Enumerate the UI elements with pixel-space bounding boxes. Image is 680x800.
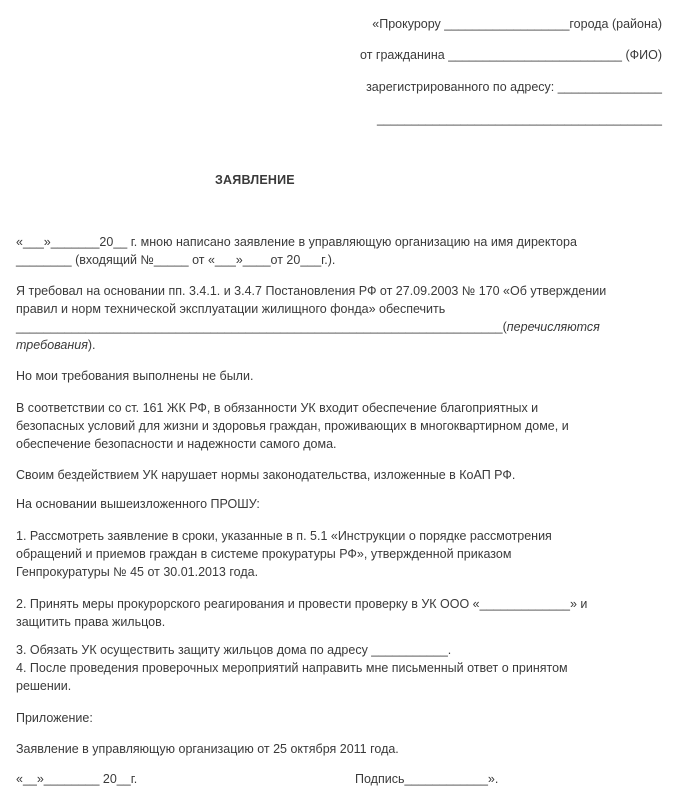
not-done-text: Но мои требования выполнены не были. [16,369,254,383]
demand-line-2: правил и норм технической эксплуатации жилищного фонда» обеспечить [16,302,446,316]
demand-line-3 [16,318,656,336]
demand-paragraph [16,282,656,354]
not-done-paragraph [16,367,656,385]
request-item-3: 3. Обязать УК осуществить защиту жильцов дома по адресу ___________. [16,643,452,657]
request-intro-text: На основании вышеизложенного ПРОШУ: [16,497,260,511]
intro-line-2: ________ (входящий №_____ от «___»____от 20___г.). [16,253,336,267]
request-item-1 [16,527,656,581]
demand-hint-end: требования [16,338,88,352]
document-title: ЗАЯВЛЕНИЕ [215,173,295,187]
header-address-line: зарегистрированного по адресу: _______________ [366,80,662,94]
law-line-3: обеспечение безопасности и надежности самого дома. [16,437,337,451]
intro-line-1: «___»_______20__ г. мною написано заявление в управляющую организацию на имя директора [16,235,577,249]
law-line-1: В соответствии со ст. 161 ЖК РФ, в обязанности УК входит обеспечение благоприятных и [16,401,539,415]
law-paragraph [16,399,656,453]
header-address-blank-line: _________________________________________ [376,112,662,126]
violation-text: Своим бездействием УК нарушает нормы законодательства, изложенные в КоАП РФ. [16,468,516,482]
request-item-2-line-2: защитить права жильцов. [16,615,166,629]
request-item-1-line-2: обращений и приемов граждан в системе прокуратуры РФ», утвержденной приказом [16,547,512,561]
attachment-label-paragraph [16,709,656,727]
request-item-4-line-1: 4. После проведения проверочных мероприятий направить мне письменный ответ о принятом [16,661,568,675]
demand-line-1: Я требовал на основании пп. 3.4.1. и 3.4.7 Постановления РФ от 27.09.2003 № 170 «Об утверждении [16,284,607,298]
request-item-4-line-2: решении. [16,679,72,693]
intro-paragraph [16,233,656,269]
signature-date: «__»________ 20__г. [16,772,138,786]
violation-paragraph [16,466,656,484]
request-intro-paragraph [16,495,656,513]
law-line-2: безопасных условий для жизни и здоровья граждан, проживающих в многоквартирном доме, и [16,419,569,433]
header-sender-line: от гражданина _________________________ (ФИО) [360,48,662,62]
demand-close: ). [87,338,96,352]
request-items-3-4 [16,641,656,695]
demand-hint-start: перечисляются [506,320,600,334]
request-item-1-line-1: 1. Рассмотреть заявление в сроки, указанные в п. 5.1 «Инструкции о порядке рассмотрения [16,529,552,543]
request-item-2-line-1: 2. Принять меры прокурорского реагирования и провести проверку в УК ООО «_____________» и [16,597,588,611]
attachment-paragraph [16,740,656,758]
demand-blank: ______________________________________________________________________( [16,320,507,334]
request-item-1-line-3: Генпрокуратуры № 45 от 30.01.2013 года. [16,565,259,579]
attachment-text: Заявление в управляющую организацию от 25 октября 2011 года. [16,742,399,756]
demand-line-4 [16,336,656,354]
header-recipient-line: «Прокурору __________________города (района) [372,17,662,31]
signature-field: Подпись____________». [355,772,499,786]
request-item-2 [16,595,656,631]
attachment-label: Приложение: [16,711,93,725]
